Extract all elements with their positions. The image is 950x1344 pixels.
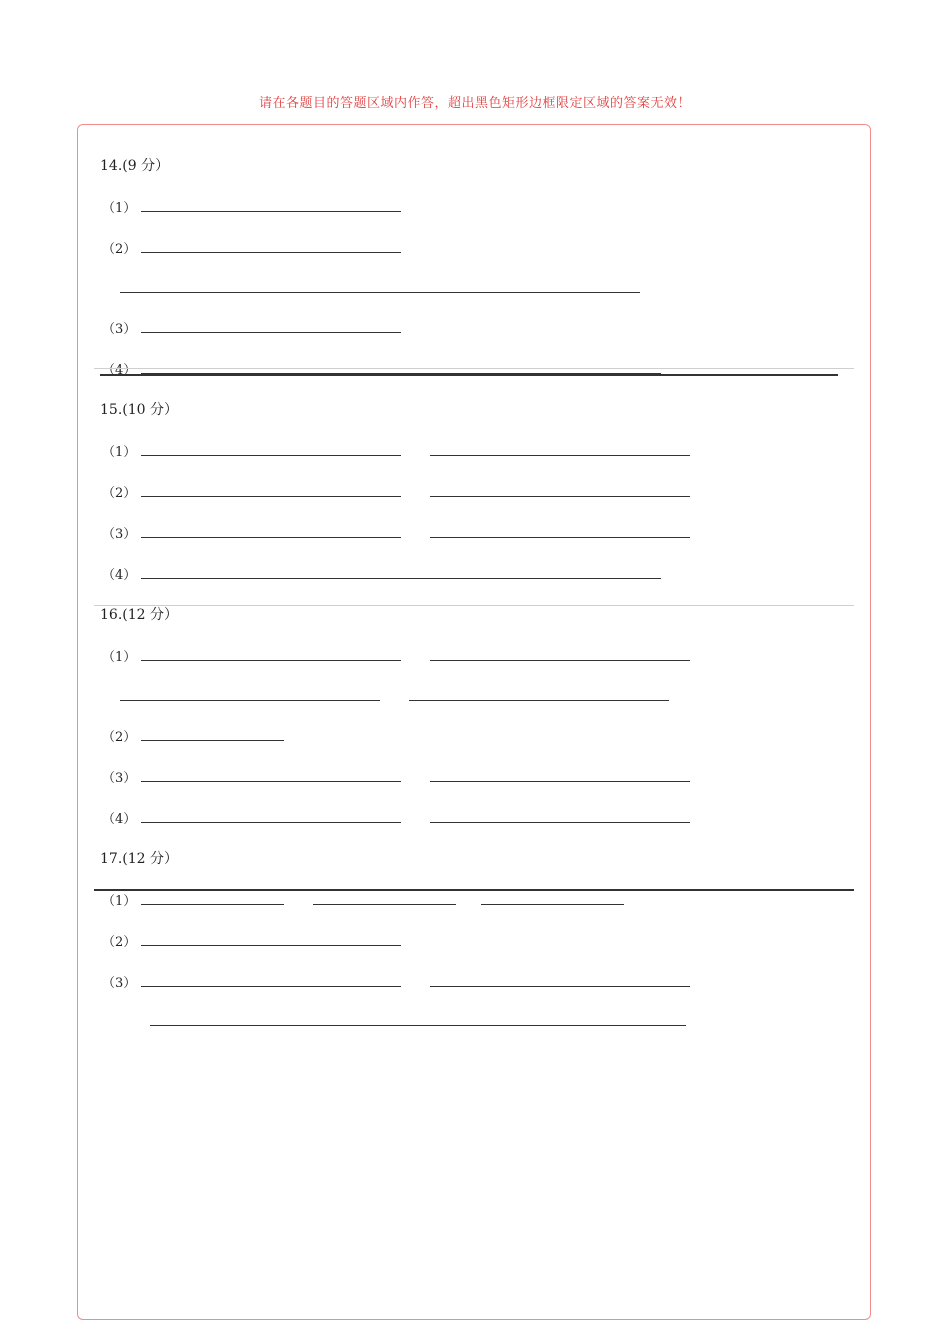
q14-item-1-answer-line[interactable] [141, 211, 401, 212]
q17-item-1-answer-line-a[interactable] [141, 904, 284, 905]
q17-item-3-answer-line-c[interactable] [150, 1025, 686, 1026]
q16-item-1-answer-line-b[interactable] [430, 660, 690, 661]
q16-title: 16.(12 分） [100, 607, 178, 623]
q14-item-3-answer-line[interactable] [141, 332, 401, 333]
q15-item-3-label: （3） [102, 527, 137, 542]
q16-item-1-answer-line-a[interactable] [141, 660, 401, 661]
q15-item-3-answer-line-a[interactable] [141, 537, 401, 538]
q15-item-1-answer-line-b[interactable] [430, 455, 690, 456]
q14-item-2-answer-line[interactable] [141, 252, 401, 253]
q15-item-1-label: （1） [102, 445, 137, 460]
answer-area-notice: 请在各题目的答题区域内作答，超出黑色矩形边框限定区域的答案无效！ [258, 96, 691, 111]
q16-item-1-answer-line-c[interactable] [120, 700, 380, 701]
q15-item-2-label: （2） [102, 486, 137, 501]
q15-item-2-answer-line-a[interactable] [141, 496, 401, 497]
q14-title: 14.(9 分） [100, 158, 170, 174]
q15-item-4-label: （4） [102, 568, 137, 583]
q16-item-3-label: （3） [102, 771, 137, 786]
q14-item-1-label: （1） [102, 201, 137, 216]
section-rule-14 [100, 374, 838, 376]
q14-item-2-label: （2） [102, 242, 137, 257]
q16-item-3-answer-line-a[interactable] [141, 781, 401, 782]
q17-item-1-label: （1） [102, 894, 137, 909]
q17-item-2-label: （2） [102, 935, 137, 950]
q14-item-4-label: （4） [102, 363, 137, 378]
q16-item-4-answer-line-b[interactable] [430, 822, 690, 823]
q15-item-4-answer-line[interactable] [141, 578, 661, 579]
q17-item-3-label: （3） [102, 976, 137, 991]
section-separator-15 [94, 605, 854, 606]
q16-item-1-answer-line-d[interactable] [409, 700, 669, 701]
section-separator-14 [94, 368, 854, 369]
q17-item-1-answer-line-b[interactable] [313, 904, 456, 905]
q17-item-3-answer-line-a[interactable] [141, 986, 401, 987]
q17-item-2-answer-line[interactable] [141, 945, 401, 946]
q15-item-3-answer-line-b[interactable] [430, 537, 690, 538]
q15-title: 15.(10 分） [100, 402, 178, 418]
q14-item-3-label: （3） [102, 322, 137, 337]
answer-frame [77, 124, 871, 1320]
q16-item-4-label: （4） [102, 812, 137, 827]
section-rule-17 [94, 889, 854, 891]
q15-item-2-answer-line-b[interactable] [430, 496, 690, 497]
q16-item-2-answer-line[interactable] [141, 740, 284, 741]
q17-item-1-answer-line-c[interactable] [481, 904, 624, 905]
q16-item-2-label: （2） [102, 730, 137, 745]
q17-item-3-answer-line-b[interactable] [430, 986, 690, 987]
q15-item-1-answer-line-a[interactable] [141, 455, 401, 456]
q17-title: 17.(12 分） [100, 851, 178, 867]
q16-item-3-answer-line-b[interactable] [430, 781, 690, 782]
q16-item-1-label: （1） [102, 650, 137, 665]
q16-item-4-answer-line-a[interactable] [141, 822, 401, 823]
q14-item-2-answer-line-2[interactable] [120, 292, 640, 293]
